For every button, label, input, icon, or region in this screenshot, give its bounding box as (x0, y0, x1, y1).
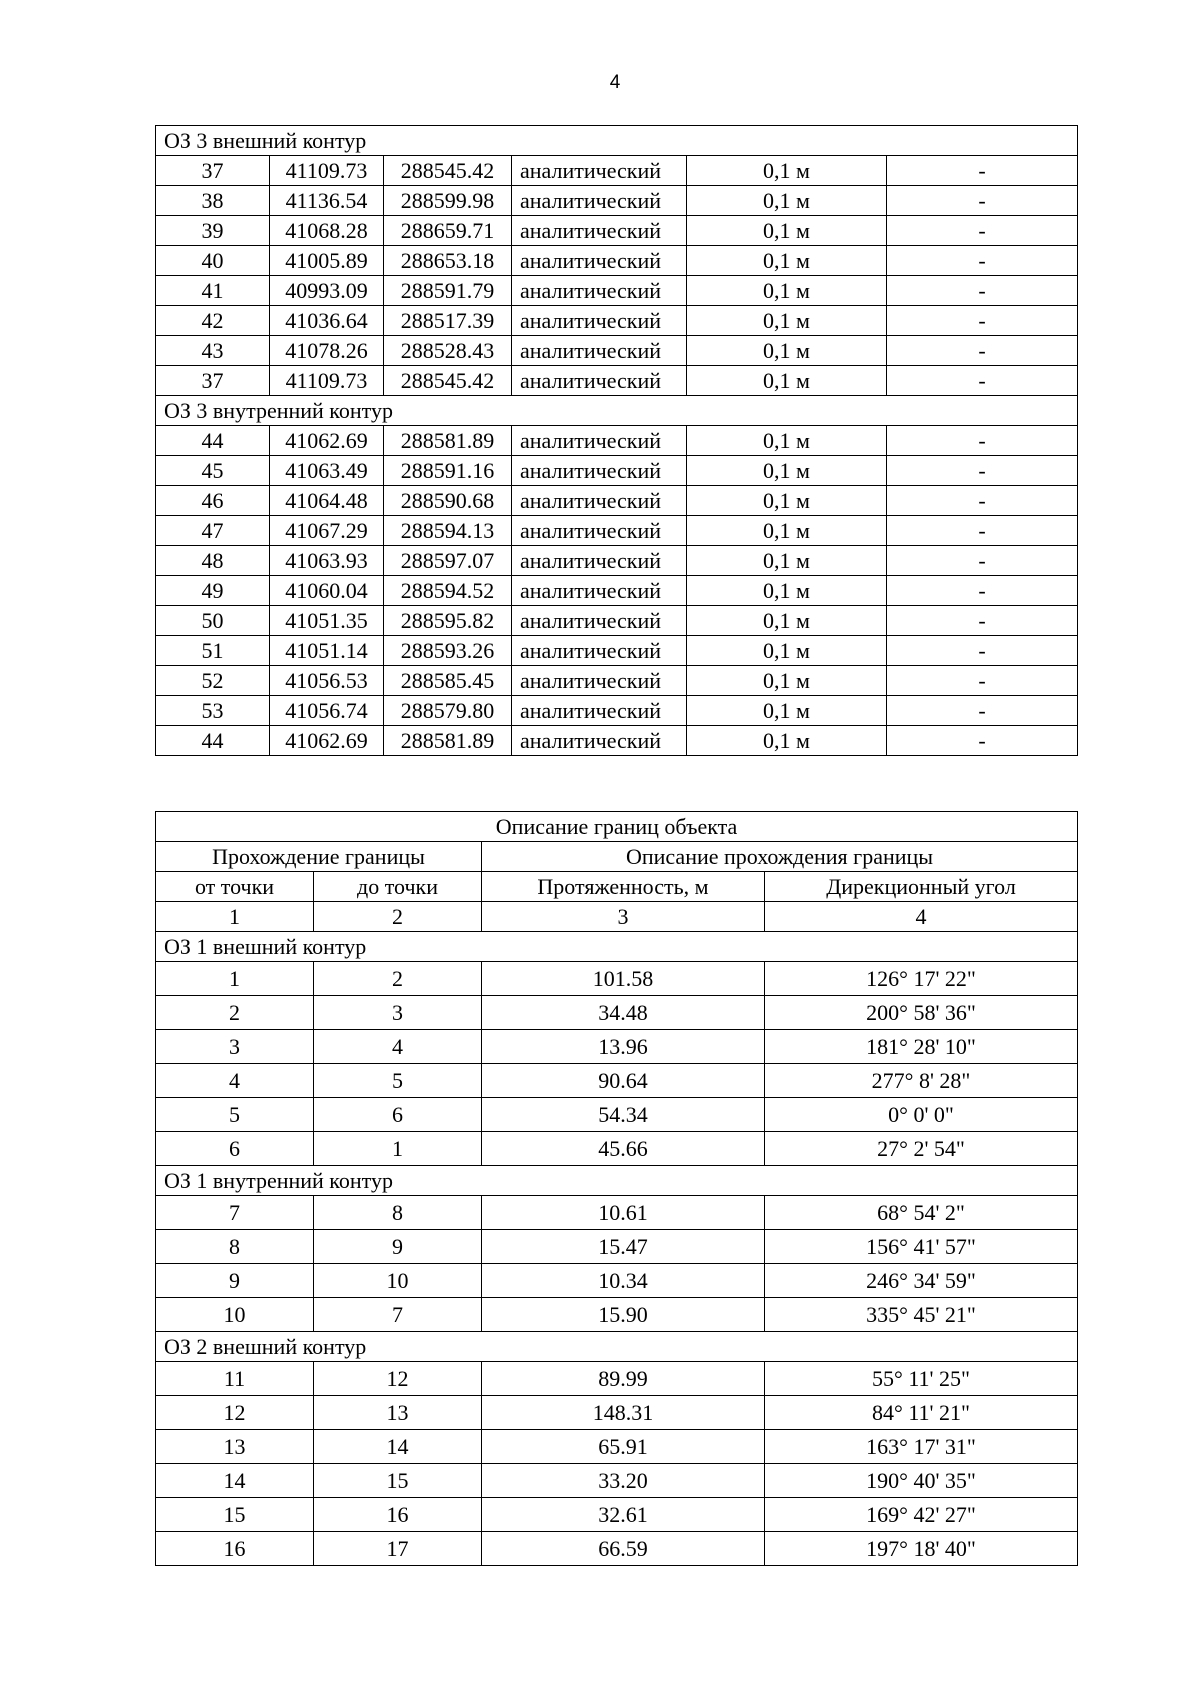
from-point-cell: 16 (156, 1532, 314, 1566)
coord-x-cell: 41062.69 (270, 726, 384, 756)
length-cell: 10.61 (482, 1196, 765, 1230)
accuracy-cell: 0,1 м (687, 576, 887, 606)
table-row (156, 726, 1078, 756)
point-number-cell: 44 (156, 426, 270, 456)
coord-x-cell: 41051.35 (270, 606, 384, 636)
accuracy-cell: 0,1 м (687, 606, 887, 636)
point-number-cell: 37 (156, 156, 270, 186)
table-row (156, 426, 1078, 456)
angle-cell: 55° 11' 25" (765, 1362, 1078, 1396)
section-row (156, 126, 1078, 156)
coord-y-cell: 288585.45 (384, 666, 512, 696)
length-cell: 32.61 (482, 1498, 765, 1532)
coord-y-cell: 288653.18 (384, 246, 512, 276)
method-cell: аналитический (512, 636, 687, 666)
length-cell: 34.48 (482, 996, 765, 1030)
table-row (156, 486, 1078, 516)
length-cell: 10.34 (482, 1264, 765, 1298)
coord-y-cell: 288594.52 (384, 576, 512, 606)
angle-cell: 246° 34' 59" (765, 1264, 1078, 1298)
to-point-cell: 15 (314, 1464, 482, 1498)
coord-y-cell: 288545.42 (384, 366, 512, 396)
table-row (156, 1430, 1078, 1464)
length-cell: 13.96 (482, 1030, 765, 1064)
coord-x-cell: 41136.54 (270, 186, 384, 216)
table-row (156, 996, 1078, 1030)
angle-cell: 0° 0' 0" (765, 1098, 1078, 1132)
method-cell: аналитический (512, 696, 687, 726)
accuracy-cell: 0,1 м (687, 696, 887, 726)
from-point-cell: 8 (156, 1230, 314, 1264)
length-cell: 101.58 (482, 962, 765, 996)
table-row (156, 306, 1078, 336)
point-number-cell: 37 (156, 366, 270, 396)
accuracy-cell: 0,1 м (687, 216, 887, 246)
method-cell: аналитический (512, 156, 687, 186)
coord-x-cell: 41067.29 (270, 516, 384, 546)
accuracy-cell: 0,1 м (687, 516, 887, 546)
angle-cell: 335° 45' 21" (765, 1298, 1078, 1332)
description-cell: - (887, 516, 1078, 546)
description-cell: - (887, 186, 1078, 216)
table-row (156, 1532, 1078, 1566)
angle-cell: 156° 41' 57" (765, 1230, 1078, 1264)
table-row (156, 1230, 1078, 1264)
coord-x-cell: 41060.04 (270, 576, 384, 606)
to-point-cell: 13 (314, 1396, 482, 1430)
length-cell: 148.31 (482, 1396, 765, 1430)
to-point-cell: 3 (314, 996, 482, 1030)
length-cell: 33.20 (482, 1464, 765, 1498)
to-point-cell: 5 (314, 1064, 482, 1098)
table-row (156, 606, 1078, 636)
coord-x-cell: 41109.73 (270, 366, 384, 396)
from-point-cell: 7 (156, 1196, 314, 1230)
length-cell: 66.59 (482, 1532, 765, 1566)
section-row (156, 396, 1078, 426)
table-row (156, 156, 1078, 186)
table-row (156, 1464, 1078, 1498)
method-cell: аналитический (512, 186, 687, 216)
coord-x-cell: 41051.14 (270, 636, 384, 666)
section-row (156, 932, 1078, 962)
method-cell: аналитический (512, 726, 687, 756)
section-title: ОЗ 3 внешний контур (156, 126, 1078, 156)
page-number: 4 (609, 72, 621, 93)
section-title: ОЗ 1 внутренний контур (156, 1166, 1078, 1196)
description-cell: - (887, 366, 1078, 396)
to-point-cell: 12 (314, 1362, 482, 1396)
group-header-passage: Прохождение границы (156, 842, 482, 872)
coord-y-cell: 288597.07 (384, 546, 512, 576)
table-row (156, 962, 1078, 996)
section-row (156, 1332, 1078, 1362)
point-number-cell: 46 (156, 486, 270, 516)
section-title: ОЗ 2 внешний контур (156, 1332, 1078, 1362)
to-point-cell: 14 (314, 1430, 482, 1464)
method-cell: аналитический (512, 276, 687, 306)
point-number-cell: 40 (156, 246, 270, 276)
length-cell: 15.90 (482, 1298, 765, 1332)
coord-y-cell: 288594.13 (384, 516, 512, 546)
length-cell: 65.91 (482, 1430, 765, 1464)
length-cell: 45.66 (482, 1132, 765, 1166)
description-cell: - (887, 246, 1078, 276)
coord-x-cell: 40993.09 (270, 276, 384, 306)
from-point-cell: 13 (156, 1430, 314, 1464)
point-number-cell: 53 (156, 696, 270, 726)
description-cell: - (887, 606, 1078, 636)
coord-x-cell: 41078.26 (270, 336, 384, 366)
table-row (156, 696, 1078, 726)
table-row (156, 1498, 1078, 1532)
from-point-cell: 5 (156, 1098, 314, 1132)
table-row (156, 1362, 1078, 1396)
angle-cell: 84° 11' 21" (765, 1396, 1078, 1430)
coord-x-cell: 41056.53 (270, 666, 384, 696)
accuracy-cell: 0,1 м (687, 546, 887, 576)
point-number-cell: 41 (156, 276, 270, 306)
col-number-4: 4 (765, 902, 1078, 932)
description-cell: - (887, 456, 1078, 486)
angle-cell: 190° 40' 35" (765, 1464, 1078, 1498)
coord-y-cell: 288591.16 (384, 456, 512, 486)
to-point-cell: 8 (314, 1196, 482, 1230)
description-cell: - (887, 306, 1078, 336)
point-number-cell: 44 (156, 726, 270, 756)
accuracy-cell: 0,1 м (687, 156, 887, 186)
boundary-table-title: Описание границ объекта (156, 812, 1078, 842)
to-point-cell: 1 (314, 1132, 482, 1166)
point-number-cell: 52 (156, 666, 270, 696)
length-cell: 89.99 (482, 1362, 765, 1396)
accuracy-cell: 0,1 м (687, 426, 887, 456)
coord-y-cell: 288517.39 (384, 306, 512, 336)
coord-x-cell: 41056.74 (270, 696, 384, 726)
angle-cell: 68° 54' 2" (765, 1196, 1078, 1230)
accuracy-cell: 0,1 м (687, 636, 887, 666)
table-row (156, 246, 1078, 276)
angle-cell: 126° 17' 22" (765, 962, 1078, 996)
accuracy-cell: 0,1 м (687, 306, 887, 336)
accuracy-cell: 0,1 м (687, 456, 887, 486)
coord-y-cell: 288591.79 (384, 276, 512, 306)
description-cell: - (887, 726, 1078, 756)
point-number-cell: 50 (156, 606, 270, 636)
to-point-cell: 9 (314, 1230, 482, 1264)
point-number-cell: 51 (156, 636, 270, 666)
to-point-cell: 16 (314, 1498, 482, 1532)
table-row (156, 1132, 1078, 1166)
to-point-cell: 6 (314, 1098, 482, 1132)
length-cell: 54.34 (482, 1098, 765, 1132)
method-cell: аналитический (512, 516, 687, 546)
accuracy-cell: 0,1 м (687, 486, 887, 516)
coord-y-cell: 288579.80 (384, 696, 512, 726)
method-cell: аналитический (512, 666, 687, 696)
point-number-cell: 47 (156, 516, 270, 546)
coord-y-cell: 288599.98 (384, 186, 512, 216)
coord-y-cell: 288528.43 (384, 336, 512, 366)
coord-y-cell: 288581.89 (384, 426, 512, 456)
accuracy-cell: 0,1 м (687, 666, 887, 696)
group-header-description: Описание прохождения границы (482, 842, 1078, 872)
method-cell: аналитический (512, 546, 687, 576)
col-number-3: 3 (482, 902, 765, 932)
table-row (156, 516, 1078, 546)
coord-y-cell: 288595.82 (384, 606, 512, 636)
description-cell: - (887, 426, 1078, 456)
to-point-cell: 4 (314, 1030, 482, 1064)
coord-x-cell: 41109.73 (270, 156, 384, 186)
angle-cell: 27° 2' 54" (765, 1132, 1078, 1166)
description-cell: - (887, 216, 1078, 246)
coord-x-cell: 41063.93 (270, 546, 384, 576)
table-row (156, 216, 1078, 246)
description-cell: - (887, 696, 1078, 726)
section-title: ОЗ 1 внешний контур (156, 932, 1078, 962)
point-number-cell: 42 (156, 306, 270, 336)
from-point-cell: 10 (156, 1298, 314, 1332)
method-cell: аналитический (512, 306, 687, 336)
from-point-cell: 6 (156, 1132, 314, 1166)
description-cell: - (887, 276, 1078, 306)
length-cell: 15.47 (482, 1230, 765, 1264)
method-cell: аналитический (512, 486, 687, 516)
to-point-cell: 17 (314, 1532, 482, 1566)
to-point-cell: 2 (314, 962, 482, 996)
col-header-from: от точки (156, 872, 314, 902)
coord-y-cell: 288590.68 (384, 486, 512, 516)
coord-y-cell: 288545.42 (384, 156, 512, 186)
angle-cell: 277° 8' 28" (765, 1064, 1078, 1098)
col-number-1: 1 (156, 902, 314, 932)
table-row (156, 1264, 1078, 1298)
section-title: ОЗ 3 внутренний контур (156, 396, 1078, 426)
description-cell: - (887, 486, 1078, 516)
from-point-cell: 12 (156, 1396, 314, 1430)
table-row (156, 456, 1078, 486)
method-cell: аналитический (512, 606, 687, 636)
angle-cell: 197° 18' 40" (765, 1532, 1078, 1566)
description-cell: - (887, 666, 1078, 696)
col-header-to: до точки (314, 872, 482, 902)
section-row (156, 1166, 1078, 1196)
accuracy-cell: 0,1 м (687, 186, 887, 216)
length-cell: 90.64 (482, 1064, 765, 1098)
from-point-cell: 15 (156, 1498, 314, 1532)
col-header-length: Протяженность, м (482, 872, 765, 902)
point-number-cell: 43 (156, 336, 270, 366)
coord-y-cell: 288593.26 (384, 636, 512, 666)
method-cell: аналитический (512, 216, 687, 246)
accuracy-cell: 0,1 м (687, 246, 887, 276)
to-point-cell: 10 (314, 1264, 482, 1298)
table-row (156, 336, 1078, 366)
coord-x-cell: 41036.64 (270, 306, 384, 336)
table-row (156, 366, 1078, 396)
from-point-cell: 4 (156, 1064, 314, 1098)
angle-cell: 169° 42' 27" (765, 1498, 1078, 1532)
accuracy-cell: 0,1 м (687, 366, 887, 396)
col-number-2: 2 (314, 902, 482, 932)
from-point-cell: 1 (156, 962, 314, 996)
table-row (156, 1030, 1078, 1064)
angle-cell: 163° 17' 31" (765, 1430, 1078, 1464)
points-table (155, 125, 1078, 756)
point-number-cell: 45 (156, 456, 270, 486)
table-row (156, 1098, 1078, 1132)
coord-x-cell: 41005.89 (270, 246, 384, 276)
table-row (156, 1064, 1078, 1098)
angle-cell: 200° 58' 36" (765, 996, 1078, 1030)
method-cell: аналитический (512, 366, 687, 396)
point-number-cell: 48 (156, 546, 270, 576)
coord-x-cell: 41062.69 (270, 426, 384, 456)
description-cell: - (887, 156, 1078, 186)
point-number-cell: 39 (156, 216, 270, 246)
table-row (156, 1396, 1078, 1430)
description-cell: - (887, 636, 1078, 666)
description-cell: - (887, 546, 1078, 576)
coord-x-cell: 41068.28 (270, 216, 384, 246)
method-cell: аналитический (512, 456, 687, 486)
method-cell: аналитический (512, 576, 687, 606)
table-row (156, 276, 1078, 306)
from-point-cell: 3 (156, 1030, 314, 1064)
method-cell: аналитический (512, 426, 687, 456)
table-row (156, 666, 1078, 696)
from-point-cell: 9 (156, 1264, 314, 1298)
from-point-cell: 14 (156, 1464, 314, 1498)
accuracy-cell: 0,1 м (687, 276, 887, 306)
table-row (156, 1196, 1078, 1230)
angle-cell: 181° 28' 10" (765, 1030, 1078, 1064)
accuracy-cell: 0,1 м (687, 336, 887, 366)
accuracy-cell: 0,1 м (687, 726, 887, 756)
coord-x-cell: 41063.49 (270, 456, 384, 486)
coord-y-cell: 288581.89 (384, 726, 512, 756)
from-point-cell: 2 (156, 996, 314, 1030)
to-point-cell: 7 (314, 1298, 482, 1332)
col-header-angle: Дирекционный угол (765, 872, 1078, 902)
boundary-table (155, 811, 1078, 1566)
description-cell: - (887, 336, 1078, 366)
table-row (156, 576, 1078, 606)
point-number-cell: 38 (156, 186, 270, 216)
table-row (156, 636, 1078, 666)
table-row (156, 546, 1078, 576)
method-cell: аналитический (512, 246, 687, 276)
coord-x-cell: 41064.48 (270, 486, 384, 516)
table-row (156, 186, 1078, 216)
method-cell: аналитический (512, 336, 687, 366)
from-point-cell: 11 (156, 1362, 314, 1396)
description-cell: - (887, 576, 1078, 606)
point-number-cell: 49 (156, 576, 270, 606)
table-row (156, 1298, 1078, 1332)
coord-y-cell: 288659.71 (384, 216, 512, 246)
